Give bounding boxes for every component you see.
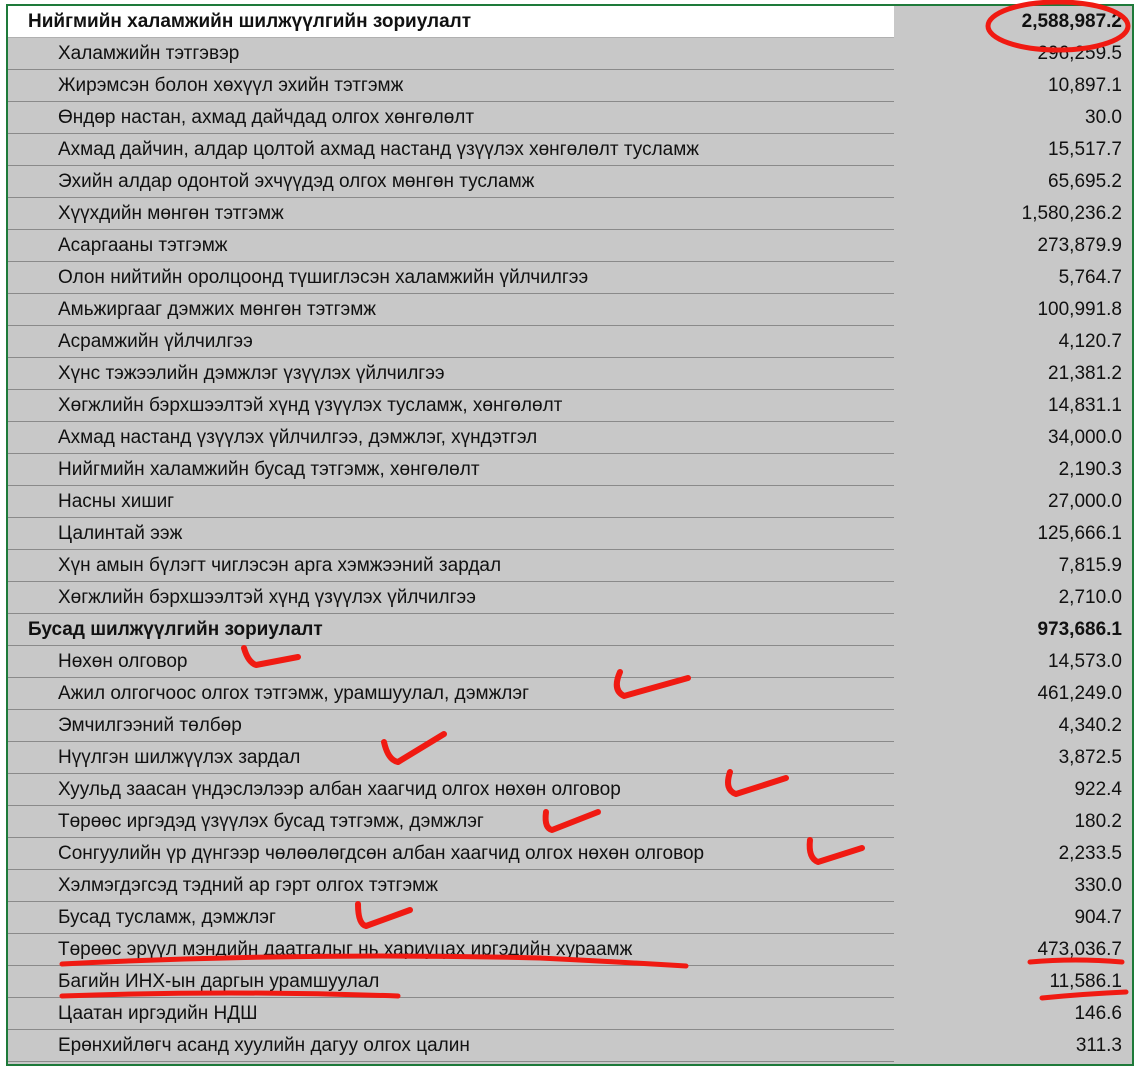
table-row[interactable] <box>8 198 1132 230</box>
row-label-cell[interactable]: Төрөөс иргэдэд үзүүлэх бусад тэтгэмж, дэмжлэг <box>8 806 894 838</box>
row-label-cell[interactable]: Асрамжийн үйлчилгээ <box>8 326 894 358</box>
row-label-cell[interactable]: Жирэмсэн болон хөхүүл эхийн тэтгэмж <box>8 70 894 102</box>
spreadsheet-selection[interactable] <box>6 4 1134 1066</box>
row-value-cell[interactable]: 15,517.7 <box>1048 139 1122 160</box>
row-value-cell[interactable]: 27,000.0 <box>1048 491 1122 512</box>
table-row[interactable] <box>8 390 1132 422</box>
table-row[interactable] <box>8 742 1132 774</box>
row-label-cell[interactable]: Асаргааны тэтгэмж <box>8 230 894 262</box>
table-row[interactable] <box>8 710 1132 742</box>
row-value-cell[interactable]: 1,580,236.2 <box>1021 203 1122 224</box>
row-label-cell[interactable]: Эхийн алдар одонтой эхчүүдэд олгох мөнгөн тусламж <box>8 166 894 198</box>
row-label-cell[interactable]: Хөгжлийн бэрхшээлтэй хүнд үзүүлэх тусламж, хөнгөлөлт <box>8 390 894 422</box>
table-row[interactable] <box>8 902 1132 934</box>
table-row[interactable] <box>8 934 1132 966</box>
row-label-cell[interactable]: Бусад шилжүүлгийн зориулалт <box>8 614 894 646</box>
row-label-cell[interactable]: Ахмад дайчин, алдар цолтой ахмад настанд үзүүлэх хөнгөлөлт тусламж <box>8 134 894 166</box>
row-label-cell[interactable]: Багийн ИНХ-ын даргын урамшуулал <box>8 966 894 998</box>
table-row[interactable] <box>8 582 1132 614</box>
table-row[interactable] <box>8 1030 1132 1062</box>
row-value-cell[interactable]: 3,872.5 <box>1058 747 1122 768</box>
row-value-cell[interactable]: 2,588,987.2 <box>1021 11 1122 32</box>
row-value-cell[interactable]: 180.2 <box>1074 811 1122 832</box>
table-row[interactable] <box>8 326 1132 358</box>
row-value-cell[interactable]: 100,991.8 <box>1037 299 1122 320</box>
row-label-cell[interactable]: Хүүхдийн мөнгөн тэтгэмж <box>8 198 894 230</box>
row-label-cell[interactable]: Хуульд заасан үндэслэлээр албан хаагчид олгох нөхөн олговор <box>8 774 894 806</box>
table-row[interactable] <box>8 806 1132 838</box>
row-value-cell[interactable]: 2,710.0 <box>1058 587 1122 608</box>
table-row[interactable] <box>8 966 1132 998</box>
row-label-cell[interactable]: Хүн амын бүлэгт чиглэсэн арга хэмжээний зардал <box>8 550 894 582</box>
row-value-cell[interactable]: 146.6 <box>1074 1003 1122 1024</box>
row-value-cell[interactable]: 904.7 <box>1074 907 1122 928</box>
row-label-cell[interactable]: Хүнс тэжээлийн дэмжлэг үзүүлэх үйлчилгээ <box>8 358 894 390</box>
row-value-cell[interactable]: 125,666.1 <box>1037 523 1122 544</box>
table-row[interactable] <box>8 486 1132 518</box>
table-row[interactable] <box>8 230 1132 262</box>
table-row[interactable] <box>8 454 1132 486</box>
table-row[interactable] <box>8 838 1132 870</box>
row-label-cell[interactable]: Төрөөс эрүүл мэндийн даатгалыг нь хариуцах иргэдийн хураамж <box>8 934 894 966</box>
row-value-cell[interactable]: 34,000.0 <box>1048 427 1122 448</box>
row-label-cell[interactable]: Насны хишиг <box>8 486 894 518</box>
row-value-cell[interactable]: 14,831.1 <box>1048 395 1122 416</box>
row-value-cell[interactable]: 973,686.1 <box>1037 619 1122 640</box>
row-value-cell[interactable]: 273,879.9 <box>1037 235 1122 256</box>
row-value-cell[interactable]: 14,573.0 <box>1048 651 1122 672</box>
section-total-row[interactable] <box>8 6 1132 38</box>
row-value-cell[interactable]: 922.4 <box>1074 779 1122 800</box>
table-row[interactable] <box>8 678 1132 710</box>
row-value-cell[interactable]: 21,381.2 <box>1048 363 1122 384</box>
row-label-cell[interactable]: Ерөнхийлөгч асанд хуулийн дагуу олгох цалин <box>8 1030 894 1062</box>
row-value-cell[interactable]: 2,190.3 <box>1058 459 1122 480</box>
table-row[interactable] <box>8 166 1132 198</box>
row-value-cell[interactable]: 5,764.7 <box>1058 267 1122 288</box>
row-label-cell[interactable]: Сонгуулийн үр дүнгээр чөлөөлөгдсөн албан хаагчид олгох нөхөн олговор <box>8 838 894 870</box>
table-row[interactable] <box>8 774 1132 806</box>
table-body <box>8 6 1132 1062</box>
row-label-cell[interactable]: Нийгмийн халамжийн шилжүүлгийн зориулалт <box>8 6 894 38</box>
table-row[interactable] <box>8 262 1132 294</box>
row-label-cell[interactable]: Ахмад настанд үзүүлэх үйлчилгээ, дэмжлэг, хүндэтгэл <box>8 422 894 454</box>
table-row[interactable] <box>8 102 1132 134</box>
table-row[interactable] <box>8 422 1132 454</box>
row-value-cell[interactable]: 473,036.7 <box>1037 939 1122 960</box>
table-row[interactable] <box>8 294 1132 326</box>
row-value-cell[interactable]: 2,233.5 <box>1058 843 1122 864</box>
row-label-cell[interactable]: Хөгжлийн бэрхшээлтэй хүнд үзүүлэх үйлчилгээ <box>8 582 894 614</box>
row-value-cell[interactable]: 7,815.9 <box>1058 555 1122 576</box>
table-row[interactable] <box>8 998 1132 1030</box>
row-label-cell[interactable]: Олон нийтийн оролцоонд түшиглэсэн халамжийн үйлчилгээ <box>8 262 894 294</box>
row-value-cell[interactable]: 11,586.1 <box>1049 971 1122 992</box>
table-row[interactable] <box>8 870 1132 902</box>
table-row[interactable] <box>8 646 1132 678</box>
table-row[interactable] <box>8 70 1132 102</box>
row-value-cell[interactable]: 311.3 <box>1075 1035 1122 1056</box>
table-row[interactable] <box>8 358 1132 390</box>
section-total-row[interactable] <box>8 614 1132 646</box>
row-label-cell[interactable]: Амьжиргааг дэмжих мөнгөн тэтгэмж <box>8 294 894 326</box>
row-label-cell[interactable]: Халамжийн тэтгэвэр <box>8 38 894 70</box>
table-row[interactable] <box>8 550 1132 582</box>
row-value-cell[interactable]: 296,259.5 <box>1037 43 1122 64</box>
row-label-cell[interactable]: Нүүлгэн шилжүүлэх зардал <box>8 742 894 774</box>
row-value-cell[interactable]: 65,695.2 <box>1048 171 1122 192</box>
row-label-cell[interactable]: Өндөр настан, ахмад дайчдад олгох хөнгөлөлт <box>8 102 894 134</box>
row-label-cell[interactable]: Нийгмийн халамжийн бусад тэтгэмж, хөнгөлөлт <box>8 454 894 486</box>
row-value-cell[interactable]: 4,340.2 <box>1058 715 1122 736</box>
row-label-cell[interactable]: Хэлмэгдэгсэд тэдний ар гэрт олгох тэтгэмж <box>8 870 894 902</box>
row-label-cell[interactable]: Бусад тусламж, дэмжлэг <box>8 902 894 934</box>
row-label-cell[interactable]: Нөхөн олговор <box>8 646 894 678</box>
row-label-cell[interactable]: Цаатан иргэдийн НДШ <box>8 998 894 1030</box>
row-value-cell[interactable]: 330.0 <box>1074 875 1122 896</box>
table-row[interactable] <box>8 38 1132 70</box>
table-row[interactable] <box>8 134 1132 166</box>
row-value-cell[interactable]: 10,897.1 <box>1048 75 1122 96</box>
row-value-cell[interactable]: 461,249.0 <box>1037 683 1122 704</box>
row-label-cell[interactable]: Цалинтай ээж <box>8 518 894 550</box>
row-value-cell[interactable]: 30.0 <box>1085 107 1122 128</box>
row-label-cell[interactable]: Ажил олгогчоос олгох тэтгэмж, урамшуулал, дэмжлэг <box>8 678 894 710</box>
table-row[interactable] <box>8 518 1132 550</box>
row-label-cell[interactable]: Эмчилгээний төлбөр <box>8 710 894 742</box>
row-value-cell[interactable]: 4,120.7 <box>1058 331 1122 352</box>
